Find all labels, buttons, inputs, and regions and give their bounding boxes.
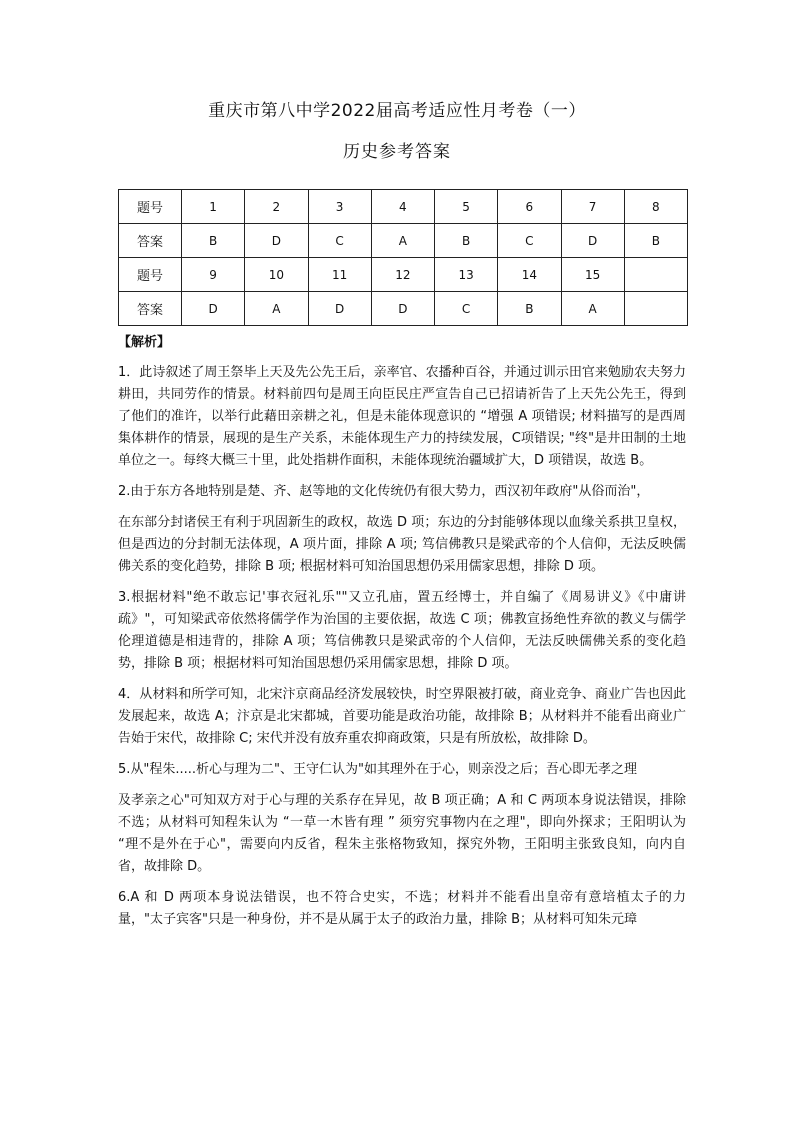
analysis-paragraph: 6.A 和 D 两项本身说法错误，也不符合史实，不选；材料并不能看出皇帝有意培植太子的力量，"太子宾客"只是一种身份，并不是从属于太子的政治力量，排除 B；从材料可知朱元璋	[118, 890, 686, 927]
table-cell: 4	[371, 190, 434, 224]
table-cell: A	[371, 224, 434, 258]
table-cell: D	[308, 292, 371, 326]
analysis-paragraph: 3.根据材料"绝不敢忘记'事衣冠礼乐""又立孔庙，置五经博士，并自编了《周易讲义》《中庸讲疏》"，可知梁武帝依然将儒学作为治国的主要依据，故选 C 项；佛教宣扬绝性弃欲的教义与儒学伦理道德是相违背的，排除 A 项；笃信佛教只是梁武帝的个人信仰，无法反映儒佛关系的变化趋势，排除 B 项；根据材料可知治国思想仍采用儒家思想，排除 D 项。	[118, 590, 686, 671]
table-cell: D	[182, 292, 245, 326]
table-cell: B	[182, 224, 245, 258]
table-cell: D	[561, 224, 624, 258]
table-cell: 15	[561, 258, 624, 292]
table-cell: 9	[182, 258, 245, 292]
row-label: 答案	[119, 292, 182, 326]
table-cell: 7	[561, 190, 624, 224]
table-cell: A	[245, 292, 308, 326]
table-cell: A	[561, 292, 624, 326]
analysis-heading: 【解析】	[118, 335, 171, 350]
table-cell: 6	[498, 190, 561, 224]
table-cell: B	[435, 224, 498, 258]
table-row	[119, 292, 688, 326]
row-label: 题号	[119, 190, 182, 224]
row-label: 答案	[119, 224, 182, 258]
analysis-paragraph: 1．此诗叙述了周王祭毕上天及先公先王后，亲率官、农播种百谷，并通过训示田官来勉励农夫努力耕田，共同劳作的情景。材料前四句是周王向臣民庄严宣告自己已招请祈告了上天先公先王，得到了他们的准许，以举行此藉田亲耕之礼，但是未能体现意识的 “增强 A 项错误; 材料描写的是西周集体耕作的情景，展现的是生产关系，未能体现生产力的持续发展，C项错误; "终"是井田制的土地单位之一。每终大概三十里，此处指耕作面积，未能体现统治疆域扩大，D 项错误，故选 B。	[118, 365, 686, 468]
document-title: 重庆市第八中学2022届高考适应性月考卷（一）	[208, 101, 586, 121]
document-subtitle: 历史参考答案	[343, 142, 451, 162]
table-cell: 1	[182, 190, 245, 224]
table-cell: 10	[245, 258, 308, 292]
table-cell: D	[371, 292, 434, 326]
analysis-body	[118, 362, 686, 940]
answer-table	[118, 189, 688, 326]
table-cell: 13	[435, 258, 498, 292]
table-row	[119, 258, 688, 292]
row-label: 题号	[119, 258, 182, 292]
analysis-paragraph: 5.从"程朱.....析心与理为二"、王守仁认为"如其理外在于心，则亲没之后；吾心即无孝之理	[118, 762, 638, 777]
analysis-paragraph: 在东部分封诸侯王有利于巩固新生的政权，故选 D 项；东边的分封能够体现以血缘关系拱卫皇权，但是西边的分封制无法体现，A 项片面，排除 A 项; 笃信佛教只是梁武帝的个人信仰，无法反映儒佛关系的变化趋势，排除 B 项; 根据材料可知治国思想仍采用儒家思想，排除 D 项。	[118, 515, 686, 574]
table-cell: 8	[624, 190, 687, 224]
table-cell: C	[435, 292, 498, 326]
table-cell: 3	[308, 190, 371, 224]
table-cell: 14	[498, 258, 561, 292]
table-cell: B	[498, 292, 561, 326]
table-cell: 5	[435, 190, 498, 224]
analysis-paragraph: 及孝亲之心"可知双方对于心与理的关系存在异见，故 B 项正确；A 和 C 两项本身说法错误，排除不选；从材料可知程朱认为 “一草一木皆有理 ” 须穷究事物内在之理"，即向外探求；王阳明认为 “理不是外在于心"，需要向内反省，程朱主张格物致知，探究外物，王阳明主张致良知，向内自省，故排除 D。	[118, 793, 686, 874]
table-cell: C	[308, 224, 371, 258]
table-cell: C	[498, 224, 561, 258]
table-row	[119, 224, 688, 258]
table-cell	[624, 258, 687, 292]
table-cell: D	[245, 224, 308, 258]
table-cell: 11	[308, 258, 371, 292]
table-cell: 12	[371, 258, 434, 292]
analysis-paragraph: 4．从材料和所学可知，北宋汴京商品经济发展较快，时空界限被打破，商业竞争、商业广告也因此发展起来，故选 A；汴京是北宋都城，首要功能是政治功能，故排除 B；从材料并不能看出商业广告始于宋代，故排除 C; 宋代并没有放弃重农抑商政策，只是有所放松，故排除 D。	[118, 687, 686, 746]
analysis-paragraph: 2.由于东方各地特别是楚、齐、赵等地的文化传统仍有很大势力，西汉初年政府"从俗而治"，	[118, 484, 650, 499]
table-row	[119, 190, 688, 224]
table-cell: B	[624, 224, 687, 258]
table-cell: 2	[245, 190, 308, 224]
table-cell	[624, 292, 687, 326]
